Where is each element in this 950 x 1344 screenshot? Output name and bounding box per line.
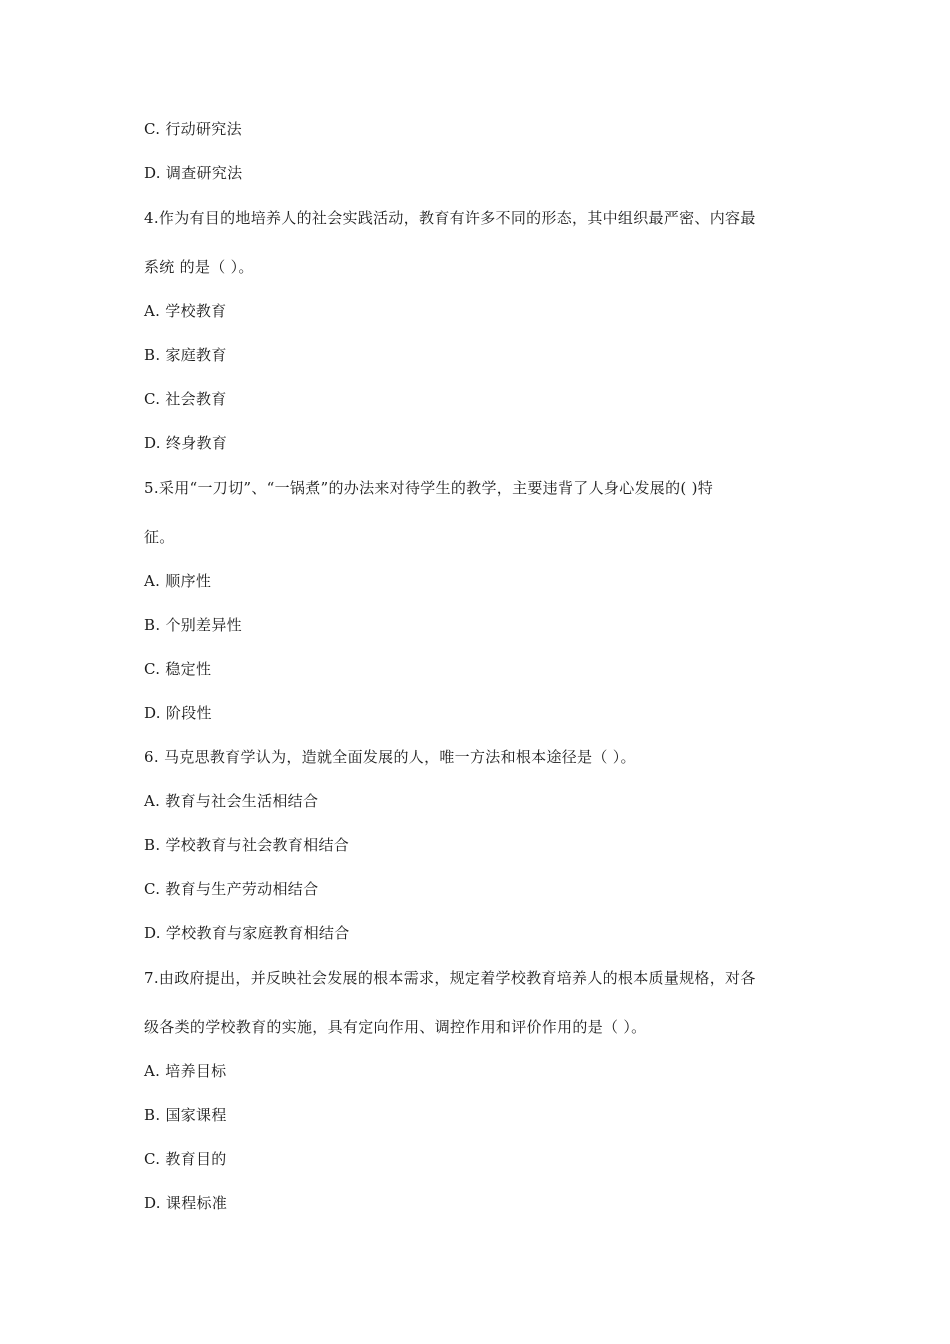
q6-option-b: B. 学校教育与社会教育相结合	[144, 836, 350, 854]
q4-option-a: A. 学校教育	[144, 302, 227, 320]
q5-option-b: B. 个别差异性	[144, 616, 242, 634]
q5-option-c: C. 稳定性	[144, 660, 212, 678]
q7-stem-cont: 级各类的学校教育的实施，具有定向作用、调控作用和评价作用的是（ ）。	[144, 1018, 647, 1036]
q6-option-a: A. 教育与社会生活相结合	[144, 792, 319, 810]
q4-stem: 4.作为有目的地培养人的社会实践活动，教育有许多不同的形态，其中组织最严密、内容最	[144, 209, 756, 227]
q7-option-d: D. 课程标准	[144, 1194, 228, 1212]
q5-option-d: D. 阶段性	[144, 704, 212, 722]
q3-option-d: D. 调查研究法	[144, 164, 243, 182]
q4-option-d: D. 终身教育	[144, 434, 228, 452]
q5-option-a: A. 顺序性	[144, 572, 212, 590]
q7-option-a: A. 培养目标	[144, 1062, 227, 1080]
q7-option-b: B. 国家课程	[144, 1106, 227, 1124]
q6-option-c: C. 教育与生产劳动相结合	[144, 880, 319, 898]
q7-stem: 7.由政府提出，并反映社会发展的根本需求，规定着学校教育培养人的根本质量规格，对各	[144, 969, 756, 987]
q4-option-b: B. 家庭教育	[144, 346, 227, 364]
q6-option-d: D. 学校教育与家庭教育相结合	[144, 924, 350, 942]
q4-stem-cont: 系统 的是（ ）。	[144, 258, 254, 276]
q3-option-c: C. 行动研究法	[144, 120, 242, 138]
q6-stem: 6. 马克思教育学认为，造就全面发展的人，唯一方法和根本途径是（ ）。	[144, 748, 636, 766]
q5-stem-cont: 征。	[144, 528, 175, 546]
q5-stem: 5.采用“一刀切”、“一锅煮”的办法来对待学生的教学，主要违背了人身心发展的( )特	[144, 479, 714, 497]
q7-option-c: C. 教育目的	[144, 1150, 227, 1168]
q4-option-c: C. 社会教育	[144, 390, 227, 408]
